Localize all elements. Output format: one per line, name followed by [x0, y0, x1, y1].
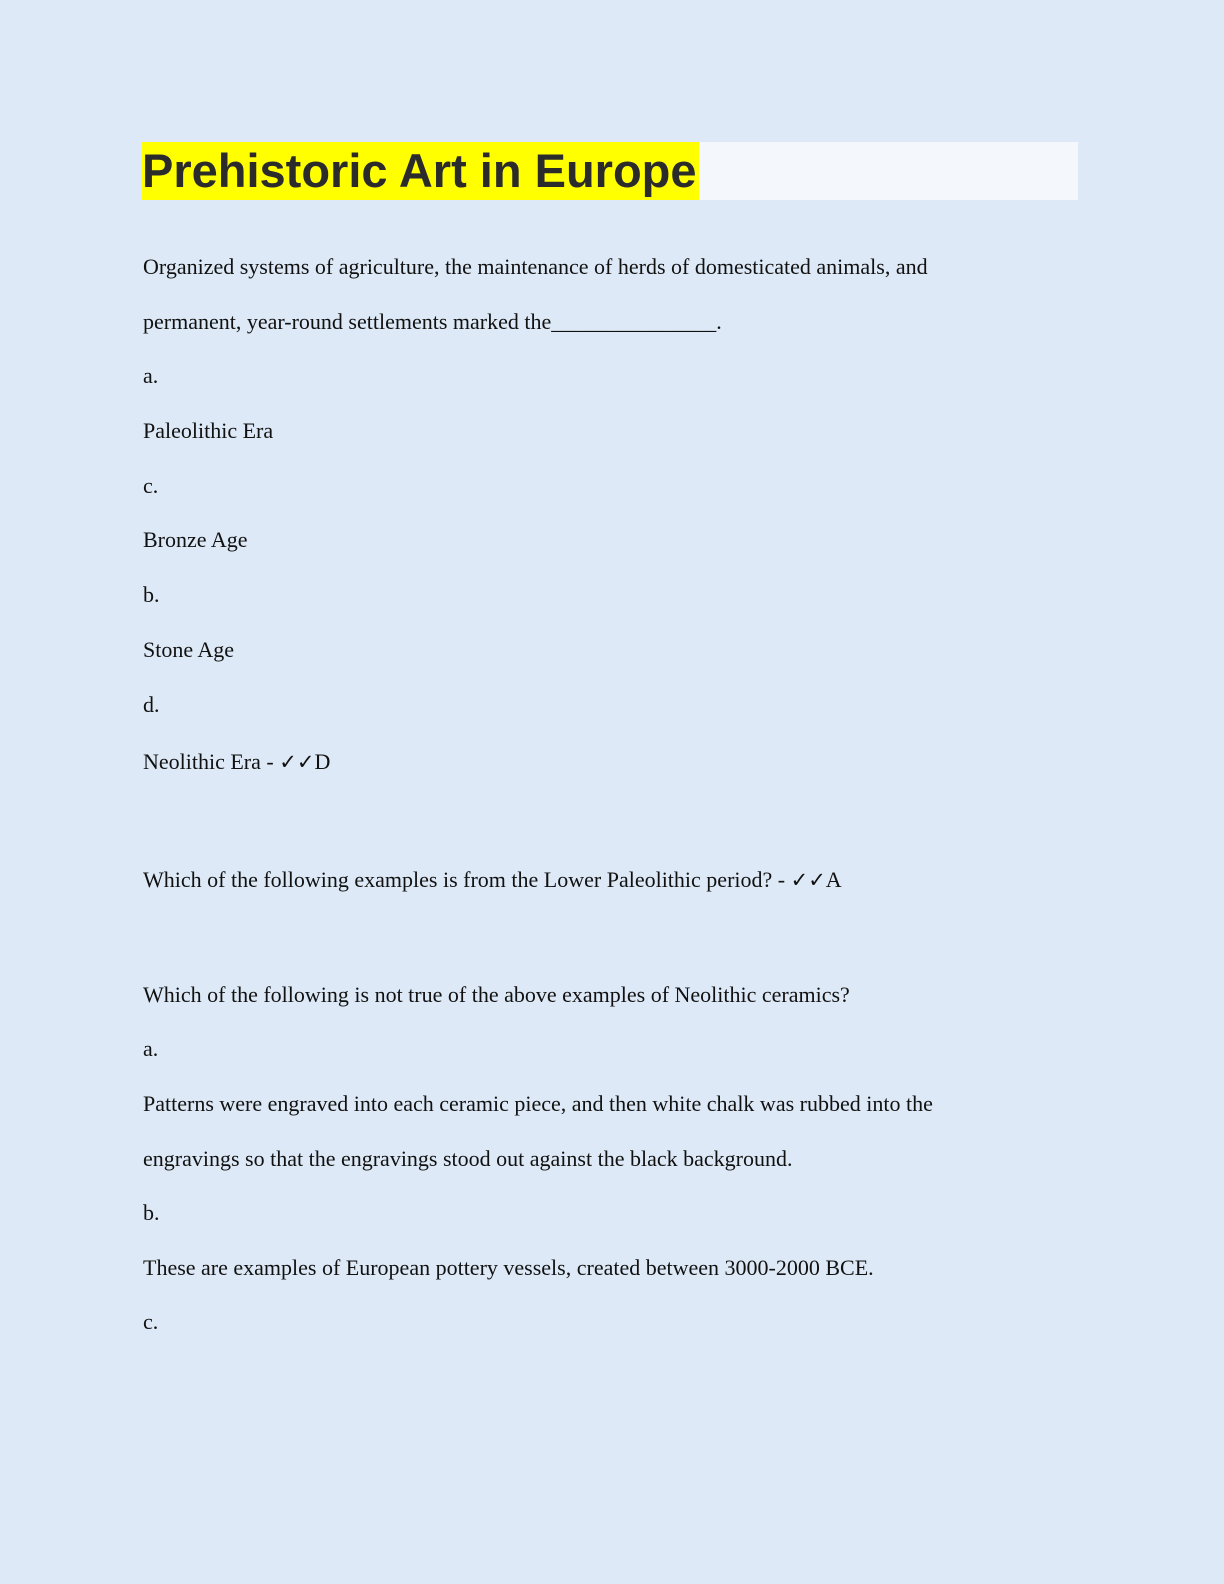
q1-option-b: Stone Age	[143, 637, 235, 662]
q1-label-a: a.	[143, 363, 159, 388]
q1-text-line-2: permanent, year-round settlements marked the_______________.	[143, 309, 722, 334]
q3-option-b: These are examples of European pottery vessels, created between 3000-2000 BCE.	[143, 1255, 874, 1280]
q3-option-a-line-1: Patterns were engraved into each ceramic piece, and then white chalk was rubbed into the	[143, 1091, 933, 1116]
q3-option-a-line-2: engravings so that the engravings stood out against the black background.	[143, 1146, 793, 1171]
q1-text-line-1: Organized systems of agriculture, the maintenance of herds of domesticated animals, and	[143, 254, 928, 279]
q1-label-c: c.	[143, 473, 159, 498]
q1-option-d: Neolithic Era -	[143, 749, 280, 774]
q3-question: Which of the following is not true of the above examples of Neolithic ceramics?	[143, 982, 850, 1007]
q1-option-d-line	[143, 747, 330, 777]
title-band	[142, 142, 1078, 200]
q2-question: Which of the following examples is from the Lower Paleolithic period? -	[143, 867, 791, 892]
q3-label-b: b.	[143, 1200, 160, 1225]
checkmark-icon: ✓✓	[279, 750, 315, 774]
q2-answer: A	[825, 867, 842, 892]
q1-option-a: Paleolithic Era	[143, 418, 274, 443]
q3-label-c: c.	[143, 1309, 159, 1334]
checkmark-icon: ✓✓	[790, 868, 826, 892]
q3-label-a: a.	[143, 1036, 159, 1061]
q1-label-b: b.	[143, 582, 160, 607]
q2-line	[143, 865, 842, 895]
q1-answer: D	[314, 749, 331, 774]
q1-option-c: Bronze Age	[143, 527, 248, 552]
page-title: Prehistoric Art in Europe	[142, 142, 699, 200]
q1-label-d: d.	[143, 692, 160, 717]
